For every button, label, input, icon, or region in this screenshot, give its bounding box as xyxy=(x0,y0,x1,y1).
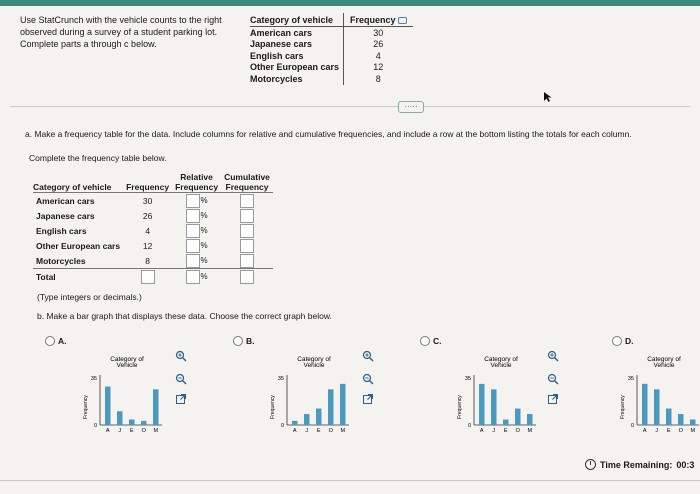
relative-frequency-input[interactable] xyxy=(186,194,200,208)
option-b-radio[interactable] xyxy=(233,336,243,346)
row-frequency: 30 xyxy=(142,195,153,206)
total-cumulative-input[interactable] xyxy=(240,270,254,284)
y-tick-label: 35 xyxy=(90,376,97,382)
graph-title: Category of xyxy=(110,356,144,363)
x-tick-label: E xyxy=(503,428,508,434)
bar-graph-a xyxy=(85,355,185,445)
open-new-window-icon[interactable] xyxy=(547,393,559,405)
bar xyxy=(153,389,159,425)
y-axis-label: Frequency xyxy=(457,395,463,419)
data-category: Japanese cars xyxy=(250,39,313,50)
data-row xyxy=(250,50,413,62)
x-tick-label: M xyxy=(340,428,346,434)
table-row xyxy=(33,193,273,209)
clock-icon xyxy=(585,459,596,470)
intro-line-2: observed during a survey of a student parking lot. xyxy=(20,27,218,37)
bar xyxy=(503,420,509,425)
bar xyxy=(105,387,111,425)
part-b-prompt: b. Make a bar graph that displays these data. Choose the correct graph below. xyxy=(37,311,332,321)
expand-more-button[interactable]: ····· xyxy=(398,101,424,113)
time-remaining-value: 00:3 xyxy=(676,459,695,470)
percent-sign: % xyxy=(200,241,208,250)
y-tick-label: 0 xyxy=(467,423,471,429)
option-d-radio[interactable] xyxy=(612,336,622,346)
graph-title: Vehicle xyxy=(490,362,512,369)
time-remaining xyxy=(585,459,694,470)
x-tick-label: E xyxy=(129,428,134,434)
percent-sign: % xyxy=(200,211,208,220)
x-tick-label: J xyxy=(655,428,659,434)
data-category: Motorcycles xyxy=(250,73,303,84)
y-tick-label: 35 xyxy=(277,376,284,382)
x-tick-label: M xyxy=(690,428,696,434)
option-b[interactable] xyxy=(233,336,255,346)
option-c-label: C. xyxy=(433,336,442,346)
x-tick-label: O xyxy=(328,428,333,434)
open-new-window-icon[interactable] xyxy=(175,393,187,405)
bar-graph-b xyxy=(272,355,372,445)
relative-frequency-input[interactable] xyxy=(186,254,200,268)
graph-title: Vehicle xyxy=(303,362,325,369)
row-category: Japanese cars xyxy=(36,210,95,221)
header-relative-top: Relative xyxy=(180,172,213,182)
open-new-window-icon[interactable] xyxy=(362,393,374,405)
type-note: (Type integers or decimals.) xyxy=(37,292,142,302)
zoom-in-icon[interactable] xyxy=(175,350,187,362)
bar-graph-c xyxy=(459,355,559,445)
option-a-radio[interactable] xyxy=(45,336,55,346)
part-a-instruction: Complete the frequency table below. xyxy=(29,153,167,163)
section-divider xyxy=(10,106,690,107)
x-tick-label: M xyxy=(153,428,159,434)
cumulative-frequency-input[interactable] xyxy=(240,209,254,223)
relative-frequency-input[interactable] xyxy=(186,239,200,253)
bar xyxy=(292,421,298,425)
y-axis-label: Frequency xyxy=(83,395,89,419)
frequency-table xyxy=(33,172,273,284)
option-d[interactable] xyxy=(612,336,634,346)
x-tick-label: A xyxy=(105,428,110,434)
bar-graph-svg xyxy=(85,355,185,445)
total-row xyxy=(33,269,273,285)
x-tick-label: A xyxy=(292,428,297,434)
relative-frequency-input[interactable] xyxy=(186,224,200,238)
data-category: Other European cars xyxy=(250,62,340,73)
zoom-out-icon[interactable] xyxy=(547,373,559,385)
header-cumulative-top: Cumulative xyxy=(224,172,270,182)
x-tick-label: J xyxy=(492,428,496,434)
header-cumulative-bottom: Frequency xyxy=(221,182,273,193)
bar xyxy=(117,411,123,425)
data-category: American cars xyxy=(250,27,313,38)
data-frequency: 26 xyxy=(344,39,413,51)
bar xyxy=(316,409,322,425)
graph-title: Category of xyxy=(297,356,331,363)
option-c[interactable] xyxy=(420,336,442,346)
cumulative-frequency-input[interactable] xyxy=(240,239,254,253)
data-row xyxy=(250,73,413,85)
table-row xyxy=(33,238,273,253)
bar xyxy=(642,384,648,425)
total-relative-input[interactable] xyxy=(186,270,200,284)
graph-title: Vehicle xyxy=(653,362,675,369)
bar xyxy=(304,414,310,425)
cumulative-frequency-input[interactable] xyxy=(240,254,254,268)
bar xyxy=(690,420,696,425)
bar xyxy=(328,389,334,425)
intro-line-1: Use StatCrunch with the vehicle counts to the right xyxy=(20,15,222,25)
bar-graph-svg xyxy=(459,355,559,445)
data-category: English cars xyxy=(250,50,304,61)
data-row xyxy=(250,39,413,51)
time-remaining-label: Time Remaining: xyxy=(600,459,673,470)
copy-data-icon[interactable] xyxy=(398,17,407,24)
bar xyxy=(515,409,521,425)
x-tick-label: O xyxy=(141,428,146,434)
bar xyxy=(141,421,147,425)
y-tick-label: 35 xyxy=(627,376,634,382)
data-frequency: 4 xyxy=(344,50,413,62)
bar xyxy=(479,384,485,425)
relative-frequency-input[interactable] xyxy=(186,209,200,223)
y-tick-label: 35 xyxy=(464,376,471,382)
table-row xyxy=(33,208,273,223)
option-a[interactable] xyxy=(45,336,67,346)
y-tick-label: 0 xyxy=(280,423,284,429)
row-frequency: 12 xyxy=(142,240,153,251)
vehicle-data-table xyxy=(250,13,413,85)
data-frequency: 12 xyxy=(344,62,413,74)
row-frequency: 4 xyxy=(145,225,150,236)
percent-sign: % xyxy=(200,226,208,235)
y-tick-label: 0 xyxy=(630,423,634,429)
data-frequency: 8 xyxy=(344,73,413,85)
x-tick-label: E xyxy=(666,428,671,434)
intro-line-3: Complete parts a through c below. xyxy=(20,39,157,49)
header-relative-bottom: Frequency xyxy=(172,182,221,193)
bar xyxy=(678,414,684,425)
bar xyxy=(129,420,135,425)
x-tick-label: A xyxy=(642,428,647,434)
bottom-divider xyxy=(0,480,700,481)
row-frequency: 8 xyxy=(145,255,150,266)
header-category: Category of vehicle xyxy=(33,182,123,193)
option-a-label: A. xyxy=(58,336,67,346)
total-frequency-input[interactable] xyxy=(141,270,155,284)
percent-sign: % xyxy=(200,196,208,205)
percent-sign: % xyxy=(200,256,208,265)
x-tick-label: J xyxy=(305,428,309,434)
row-category: American cars xyxy=(36,195,95,206)
bar-graph-svg xyxy=(272,355,372,445)
part-a-prompt: a. Make a frequency table for the data. Include columns for relative and cumulative frequencies, and include a row at the bottom listing the totals for each column. xyxy=(25,129,632,139)
zoom-out-icon[interactable] xyxy=(362,373,374,385)
bar xyxy=(527,414,533,425)
bar xyxy=(340,384,346,425)
zoom-in-icon[interactable] xyxy=(362,350,374,362)
data-row xyxy=(250,62,413,74)
graph-title: Category of xyxy=(647,356,681,363)
zoom-out-icon[interactable] xyxy=(175,373,187,385)
percent-sign: % xyxy=(200,272,208,281)
bar xyxy=(666,409,672,425)
data-row xyxy=(250,27,413,39)
header-frequency: Frequency xyxy=(350,14,396,25)
y-tick-label: 0 xyxy=(93,423,97,429)
total-label: Total xyxy=(33,269,123,285)
table-row xyxy=(33,223,273,238)
bar xyxy=(491,389,497,425)
option-c-radio[interactable] xyxy=(420,336,430,346)
header-category: Category of vehicle xyxy=(250,13,344,27)
x-tick-label: O xyxy=(515,428,520,434)
row-category: Motorcycles xyxy=(36,255,86,266)
x-tick-label: M xyxy=(527,428,533,434)
mouse-cursor-icon xyxy=(543,91,553,103)
row-frequency: 26 xyxy=(142,210,153,221)
option-d-label: D. xyxy=(625,336,634,346)
cumulative-frequency-input[interactable] xyxy=(240,224,254,238)
bar-graph-d xyxy=(622,355,700,445)
x-tick-label: A xyxy=(479,428,484,434)
bar-graph-svg xyxy=(622,355,700,445)
row-category: Other European cars xyxy=(36,240,121,251)
x-tick-label: J xyxy=(118,428,122,434)
cumulative-frequency-input[interactable] xyxy=(240,194,254,208)
row-category: English cars xyxy=(36,225,87,236)
y-axis-label: Frequency xyxy=(620,395,626,419)
graph-title: Vehicle xyxy=(116,362,138,369)
intro-text xyxy=(20,14,240,50)
bar xyxy=(654,389,660,425)
zoom-in-icon[interactable] xyxy=(547,350,559,362)
graph-title: Category of xyxy=(484,356,518,363)
option-b-label: B. xyxy=(246,336,255,346)
data-frequency: 30 xyxy=(344,27,413,39)
y-axis-label: Frequency xyxy=(270,395,276,419)
header-frequency: Frequency xyxy=(123,182,172,193)
x-tick-label: O xyxy=(678,428,683,434)
top-bar xyxy=(0,0,700,6)
x-tick-label: E xyxy=(316,428,321,434)
table-row xyxy=(33,253,273,269)
